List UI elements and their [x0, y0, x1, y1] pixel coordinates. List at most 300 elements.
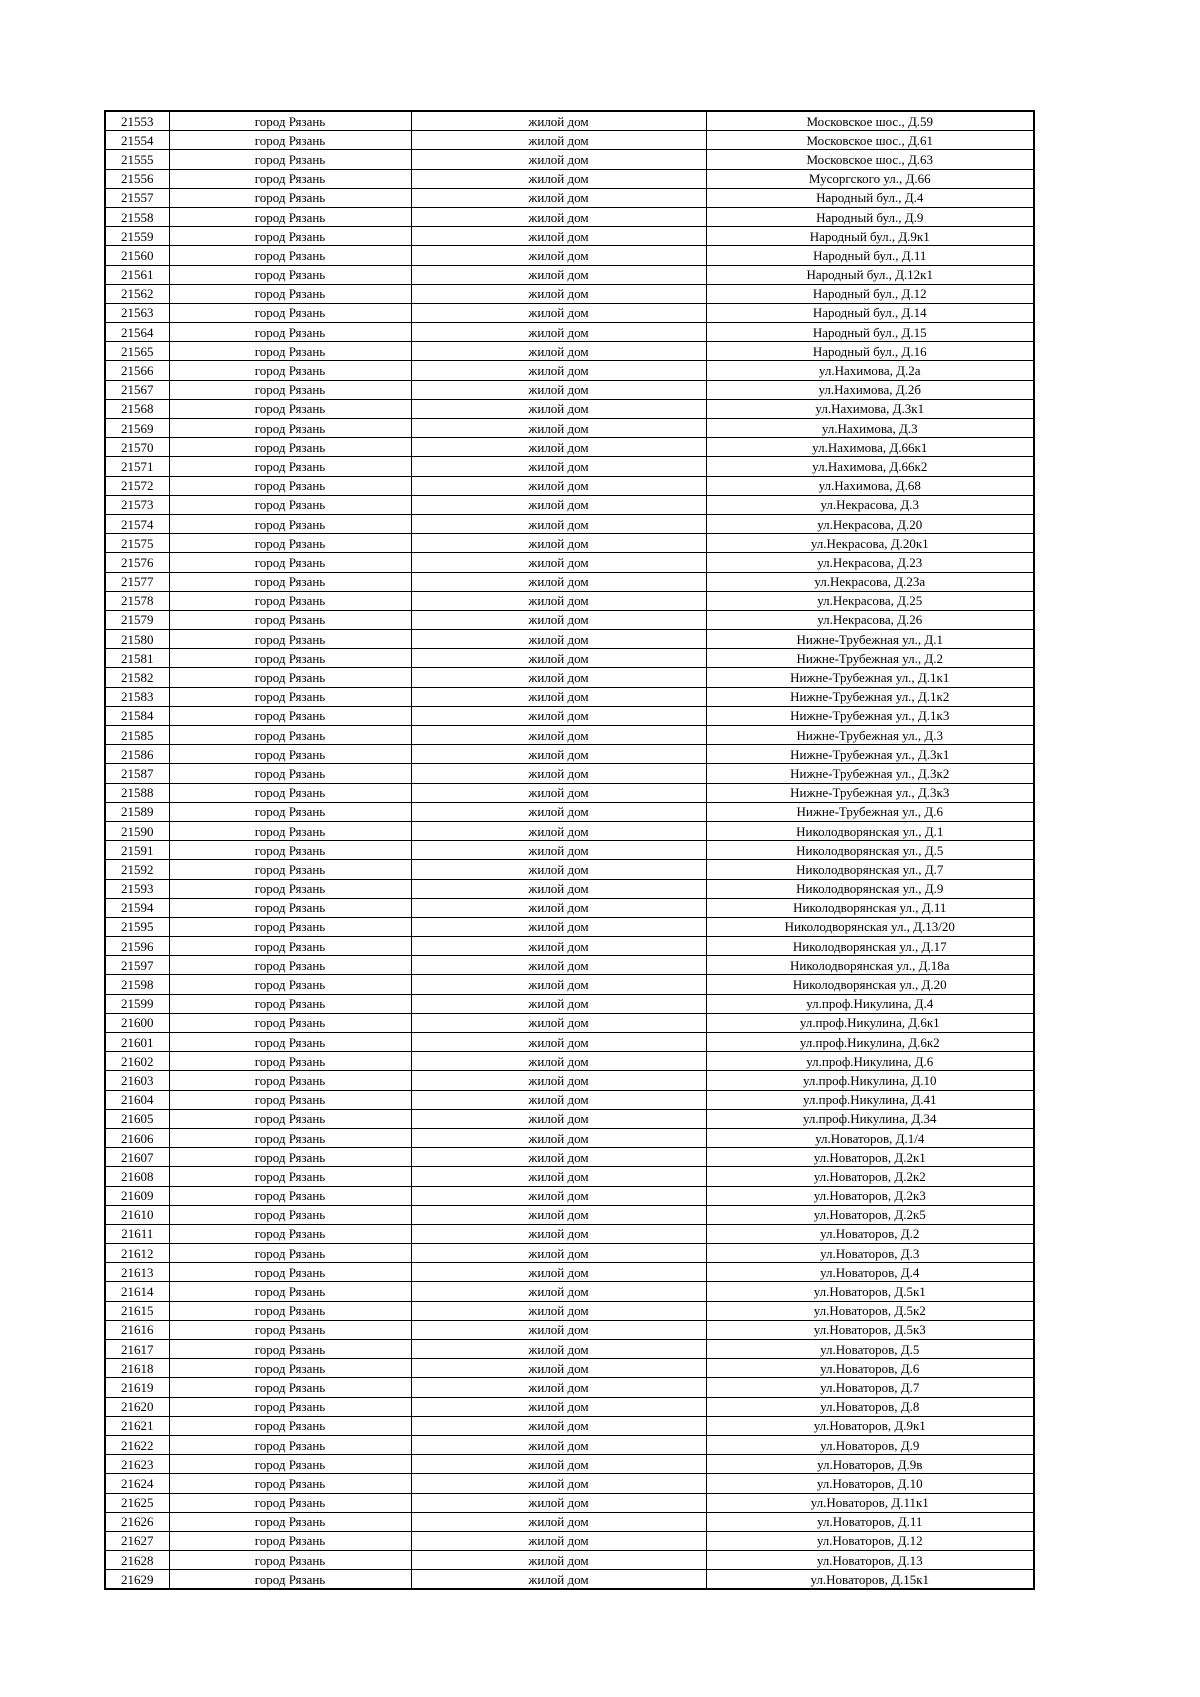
- city-cell: город Рязань: [169, 1435, 411, 1454]
- address-cell: Нижне-Трубежная ул., Д.2: [706, 649, 1034, 668]
- address-cell: Николодворянская ул., Д.5: [706, 841, 1034, 860]
- address-cell: Народный бул., Д.14: [706, 303, 1034, 322]
- building-type-cell: жилой дом: [411, 821, 706, 840]
- address-cell: ул.Новаторов, Д.9в: [706, 1455, 1034, 1474]
- table-row: [105, 246, 1034, 265]
- city-cell: город Рязань: [169, 476, 411, 495]
- city-cell: город Рязань: [169, 783, 411, 802]
- building-type-cell: жилой дом: [411, 303, 706, 322]
- address-cell: ул.проф.Никулина, Д.6к1: [706, 1013, 1034, 1032]
- city-cell: город Рязань: [169, 1531, 411, 1550]
- row-number-cell: 21629: [105, 1570, 169, 1590]
- building-type-cell: жилой дом: [411, 1531, 706, 1550]
- table-row: [105, 419, 1034, 438]
- city-cell: город Рязань: [169, 265, 411, 284]
- table-row: [105, 514, 1034, 533]
- row-number-cell: 21589: [105, 802, 169, 821]
- table-row: [105, 649, 1034, 668]
- address-cell: Народный бул., Д.9к1: [706, 227, 1034, 246]
- table-row: [105, 572, 1034, 591]
- building-type-cell: жилой дом: [411, 764, 706, 783]
- row-number-cell: 21575: [105, 534, 169, 553]
- building-type-cell: жилой дом: [411, 1551, 706, 1570]
- table-row: [105, 1090, 1034, 1109]
- address-cell: Нижне-Трубежная ул., Д.6: [706, 802, 1034, 821]
- address-cell: ул.проф.Никулина, Д.41: [706, 1090, 1034, 1109]
- city-cell: город Рязань: [169, 879, 411, 898]
- table-row: [105, 687, 1034, 706]
- building-type-cell: жилой дом: [411, 265, 706, 284]
- table-row: [105, 975, 1034, 994]
- building-type-cell: жилой дом: [411, 1186, 706, 1205]
- address-cell: Николодворянская ул., Д.20: [706, 975, 1034, 994]
- row-number-cell: 21582: [105, 668, 169, 687]
- city-cell: город Рязань: [169, 591, 411, 610]
- table-row: [105, 1052, 1034, 1071]
- row-number-cell: 21585: [105, 726, 169, 745]
- city-cell: город Рязань: [169, 1340, 411, 1359]
- city-cell: город Рязань: [169, 745, 411, 764]
- table-row: [105, 303, 1034, 322]
- address-cell: ул.Новаторов, Д.5к3: [706, 1320, 1034, 1339]
- row-number-cell: 21628: [105, 1551, 169, 1570]
- table-row: [105, 879, 1034, 898]
- city-cell: город Рязань: [169, 630, 411, 649]
- city-cell: город Рязань: [169, 802, 411, 821]
- row-number-cell: 21555: [105, 150, 169, 169]
- city-cell: город Рязань: [169, 1301, 411, 1320]
- building-type-cell: жилой дом: [411, 1416, 706, 1435]
- address-cell: ул.Нахимова, Д.68: [706, 476, 1034, 495]
- city-cell: город Рязань: [169, 610, 411, 629]
- building-type-cell: жилой дом: [411, 323, 706, 342]
- row-number-cell: 21559: [105, 227, 169, 246]
- building-type-cell: жилой дом: [411, 1301, 706, 1320]
- address-cell: Народный бул., Д.12: [706, 284, 1034, 303]
- building-type-cell: жилой дом: [411, 630, 706, 649]
- row-number-cell: 21605: [105, 1109, 169, 1128]
- table-row: [105, 438, 1034, 457]
- city-cell: город Рязань: [169, 1128, 411, 1147]
- address-cell: Народный бул., Д.16: [706, 342, 1034, 361]
- row-number-cell: 21560: [105, 246, 169, 265]
- address-cell: ул.Некрасова, Д.25: [706, 591, 1034, 610]
- building-type-cell: жилой дом: [411, 534, 706, 553]
- city-cell: город Рязань: [169, 1186, 411, 1205]
- building-type-cell: жилой дом: [411, 361, 706, 380]
- row-number-cell: 21627: [105, 1531, 169, 1550]
- address-cell: ул.Новаторов, Д.2к5: [706, 1205, 1034, 1224]
- city-cell: город Рязань: [169, 1282, 411, 1301]
- table-row: [105, 821, 1034, 840]
- building-type-cell: жилой дом: [411, 1282, 706, 1301]
- building-type-cell: жилой дом: [411, 994, 706, 1013]
- address-cell: ул.Новаторов, Д.5к2: [706, 1301, 1034, 1320]
- building-type-cell: жилой дом: [411, 975, 706, 994]
- city-cell: город Рязань: [169, 1397, 411, 1416]
- row-number-cell: 21622: [105, 1435, 169, 1454]
- address-cell: ул.Новаторов, Д.9к1: [706, 1416, 1034, 1435]
- table-row: [105, 323, 1034, 342]
- row-number-cell: 21568: [105, 399, 169, 418]
- address-cell: Московское шос., Д.63: [706, 150, 1034, 169]
- row-number-cell: 21626: [105, 1512, 169, 1531]
- building-type-cell: жилой дом: [411, 956, 706, 975]
- address-cell: ул.проф.Никулина, Д.6к2: [706, 1033, 1034, 1052]
- table-row: [105, 150, 1034, 169]
- row-number-cell: 21586: [105, 745, 169, 764]
- city-cell: город Рязань: [169, 1570, 411, 1590]
- address-cell: ул.Новаторов, Д.2к2: [706, 1167, 1034, 1186]
- address-cell: ул.Некрасова, Д.23: [706, 553, 1034, 572]
- address-cell: ул.проф.Никулина, Д.6: [706, 1052, 1034, 1071]
- table-row: [105, 802, 1034, 821]
- row-number-cell: 21570: [105, 438, 169, 457]
- building-type-cell: жилой дом: [411, 342, 706, 361]
- address-cell: ул.Новаторов, Д.2: [706, 1224, 1034, 1243]
- address-cell: ул.Новаторов, Д.13: [706, 1551, 1034, 1570]
- building-type-cell: жилой дом: [411, 476, 706, 495]
- table-row: [105, 1493, 1034, 1512]
- building-type-cell: жилой дом: [411, 514, 706, 533]
- building-type-cell: жилой дом: [411, 1052, 706, 1071]
- address-cell: ул.Некрасова, Д.23а: [706, 572, 1034, 591]
- table-row: [105, 956, 1034, 975]
- table-row: [105, 1551, 1034, 1570]
- address-cell: ул.Новаторов, Д.5: [706, 1340, 1034, 1359]
- address-cell: Нижне-Трубежная ул., Д.3к2: [706, 764, 1034, 783]
- city-cell: город Рязань: [169, 668, 411, 687]
- address-cell: Народный бул., Д.11: [706, 246, 1034, 265]
- table-row: [105, 553, 1034, 572]
- row-number-cell: 21591: [105, 841, 169, 860]
- row-number-cell: 21602: [105, 1052, 169, 1071]
- building-type-cell: жилой дом: [411, 802, 706, 821]
- table-row: [105, 898, 1034, 917]
- row-number-cell: 21595: [105, 917, 169, 936]
- row-number-cell: 21584: [105, 706, 169, 725]
- address-cell: ул.Нахимова, Д.3к1: [706, 399, 1034, 418]
- building-type-cell: жилой дом: [411, 188, 706, 207]
- building-type-cell: жилой дом: [411, 111, 706, 131]
- city-cell: город Рязань: [169, 1244, 411, 1263]
- building-type-cell: жилой дом: [411, 1224, 706, 1243]
- address-cell: ул.Новаторов, Д.9: [706, 1435, 1034, 1454]
- building-type-cell: жилой дом: [411, 284, 706, 303]
- building-type-cell: жилой дом: [411, 1071, 706, 1090]
- address-cell: Николодворянская ул., Д.13/20: [706, 917, 1034, 936]
- city-cell: город Рязань: [169, 1493, 411, 1512]
- table-row: [105, 937, 1034, 956]
- table-row: [105, 1071, 1034, 1090]
- address-cell: Нижне-Трубежная ул., Д.1к1: [706, 668, 1034, 687]
- row-number-cell: 21624: [105, 1474, 169, 1493]
- address-cell: ул.Новаторов, Д.11к1: [706, 1493, 1034, 1512]
- building-type-cell: жилой дом: [411, 917, 706, 936]
- city-cell: город Рязань: [169, 1052, 411, 1071]
- table-row: [105, 630, 1034, 649]
- city-cell: город Рязань: [169, 284, 411, 303]
- address-cell: ул.Нахимова, Д.3: [706, 419, 1034, 438]
- address-cell: ул.Новаторов, Д.8: [706, 1397, 1034, 1416]
- row-number-cell: 21558: [105, 207, 169, 226]
- city-cell: город Рязань: [169, 514, 411, 533]
- address-cell: Народный бул., Д.9: [706, 207, 1034, 226]
- row-number-cell: 21583: [105, 687, 169, 706]
- row-number-cell: 21601: [105, 1033, 169, 1052]
- row-number-cell: 21593: [105, 879, 169, 898]
- building-type-cell: жилой дом: [411, 1474, 706, 1493]
- building-type-cell: жилой дом: [411, 1263, 706, 1282]
- table-row: [105, 1435, 1034, 1454]
- city-cell: город Рязань: [169, 860, 411, 879]
- table-row: [105, 380, 1034, 399]
- table-row: [105, 1397, 1034, 1416]
- table-row: [105, 610, 1034, 629]
- address-cell: ул.Новаторов, Д.4: [706, 1263, 1034, 1282]
- building-type-cell: жилой дом: [411, 131, 706, 150]
- city-cell: город Рязань: [169, 188, 411, 207]
- table-row: [105, 706, 1034, 725]
- row-number-cell: 21620: [105, 1397, 169, 1416]
- building-type-cell: жилой дом: [411, 399, 706, 418]
- table-row: [105, 1263, 1034, 1282]
- building-type-cell: жилой дом: [411, 591, 706, 610]
- row-number-cell: 21572: [105, 476, 169, 495]
- table-row: [105, 1224, 1034, 1243]
- row-number-cell: 21594: [105, 898, 169, 917]
- table-row: [105, 994, 1034, 1013]
- address-cell: Мусоргского ул., Д.66: [706, 169, 1034, 188]
- table-row: [105, 1205, 1034, 1224]
- table-row: [105, 169, 1034, 188]
- row-number-cell: 21603: [105, 1071, 169, 1090]
- address-cell: ул.Новаторов, Д.7: [706, 1378, 1034, 1397]
- row-number-cell: 21578: [105, 591, 169, 610]
- table-row: [105, 1301, 1034, 1320]
- table-row: [105, 207, 1034, 226]
- table-row: [105, 457, 1034, 476]
- address-cell: ул.Некрасова, Д.26: [706, 610, 1034, 629]
- row-number-cell: 21616: [105, 1320, 169, 1339]
- table-row: [105, 188, 1034, 207]
- row-number-cell: 21581: [105, 649, 169, 668]
- address-cell: ул.Некрасова, Д.20к1: [706, 534, 1034, 553]
- city-cell: город Рязань: [169, 150, 411, 169]
- city-cell: город Рязань: [169, 361, 411, 380]
- building-type-cell: жилой дом: [411, 457, 706, 476]
- city-cell: город Рязань: [169, 1320, 411, 1339]
- building-type-cell: жилой дом: [411, 495, 706, 514]
- address-cell: ул.Новаторов, Д.6: [706, 1359, 1034, 1378]
- building-type-cell: жилой дом: [411, 1109, 706, 1128]
- building-type-cell: жилой дом: [411, 150, 706, 169]
- building-type-cell: жилой дом: [411, 1397, 706, 1416]
- building-type-cell: жилой дом: [411, 1340, 706, 1359]
- building-type-cell: жилой дом: [411, 860, 706, 879]
- building-type-cell: жилой дом: [411, 610, 706, 629]
- building-type-cell: жилой дом: [411, 1205, 706, 1224]
- row-number-cell: 21577: [105, 572, 169, 591]
- row-number-cell: 21598: [105, 975, 169, 994]
- table-row: [105, 591, 1034, 610]
- address-cell: ул.Нахимова, Д.66к1: [706, 438, 1034, 457]
- table-row: [105, 860, 1034, 879]
- city-cell: город Рязань: [169, 1551, 411, 1570]
- row-number-cell: 21562: [105, 284, 169, 303]
- row-number-cell: 21573: [105, 495, 169, 514]
- city-cell: город Рязань: [169, 1416, 411, 1435]
- city-cell: город Рязань: [169, 1167, 411, 1186]
- building-type-cell: жилой дом: [411, 706, 706, 725]
- city-cell: город Рязань: [169, 898, 411, 917]
- row-number-cell: 21607: [105, 1148, 169, 1167]
- address-cell: ул.Новаторов, Д.3: [706, 1244, 1034, 1263]
- building-type-cell: жилой дом: [411, 841, 706, 860]
- building-type-cell: жилой дом: [411, 1435, 706, 1454]
- city-cell: город Рязань: [169, 1359, 411, 1378]
- city-cell: город Рязань: [169, 994, 411, 1013]
- address-cell: Николодворянская ул., Д.7: [706, 860, 1034, 879]
- city-cell: город Рязань: [169, 553, 411, 572]
- city-cell: город Рязань: [169, 764, 411, 783]
- address-cell: Нижне-Трубежная ул., Д.3: [706, 726, 1034, 745]
- building-type-cell: жилой дом: [411, 937, 706, 956]
- city-cell: город Рязань: [169, 1474, 411, 1493]
- building-type-cell: жилой дом: [411, 1244, 706, 1263]
- row-number-cell: 21610: [105, 1205, 169, 1224]
- address-cell: Московское шос., Д.59: [706, 111, 1034, 131]
- city-cell: город Рязань: [169, 1033, 411, 1052]
- row-number-cell: 21617: [105, 1340, 169, 1359]
- address-cell: ул.Нахимова, Д.2а: [706, 361, 1034, 380]
- building-type-cell: жилой дом: [411, 783, 706, 802]
- city-cell: город Рязань: [169, 169, 411, 188]
- building-type-cell: жилой дом: [411, 438, 706, 457]
- address-cell: Николодворянская ул., Д.11: [706, 898, 1034, 917]
- city-cell: город Рязань: [169, 323, 411, 342]
- building-type-cell: жилой дом: [411, 572, 706, 591]
- address-cell: ул.Нахимова, Д.66к2: [706, 457, 1034, 476]
- city-cell: город Рязань: [169, 649, 411, 668]
- row-number-cell: 21625: [105, 1493, 169, 1512]
- table-row: [105, 495, 1034, 514]
- row-number-cell: 21615: [105, 1301, 169, 1320]
- address-cell: ул.проф.Никулина, Д.4: [706, 994, 1034, 1013]
- building-type-cell: жилой дом: [411, 227, 706, 246]
- table-row: [105, 399, 1034, 418]
- city-cell: город Рязань: [169, 1109, 411, 1128]
- city-cell: город Рязань: [169, 572, 411, 591]
- row-number-cell: 21597: [105, 956, 169, 975]
- table-row: [105, 1109, 1034, 1128]
- table-row: [105, 1416, 1034, 1435]
- table-row: [105, 1378, 1034, 1397]
- building-type-cell: жилой дом: [411, 1378, 706, 1397]
- address-cell: ул.проф.Никулина, Д.34: [706, 1109, 1034, 1128]
- table-row: [105, 534, 1034, 553]
- address-cell: ул.Новаторов, Д.1/4: [706, 1128, 1034, 1147]
- building-type-cell: жилой дом: [411, 380, 706, 399]
- city-cell: город Рязань: [169, 495, 411, 514]
- table-row: [105, 1148, 1034, 1167]
- table-row: [105, 111, 1034, 131]
- table-row: [105, 726, 1034, 745]
- table-row: [105, 1282, 1034, 1301]
- row-number-cell: 21604: [105, 1090, 169, 1109]
- address-cell: Николодворянская ул., Д.18а: [706, 956, 1034, 975]
- building-type-cell: жилой дом: [411, 1148, 706, 1167]
- address-cell: ул.Новаторов, Д.2к1: [706, 1148, 1034, 1167]
- building-type-cell: жилой дом: [411, 1090, 706, 1109]
- table-row: [105, 265, 1034, 284]
- building-type-cell: жилой дом: [411, 169, 706, 188]
- city-cell: город Рязань: [169, 1455, 411, 1474]
- city-cell: город Рязань: [169, 1148, 411, 1167]
- address-cell: Народный бул., Д.15: [706, 323, 1034, 342]
- building-type-cell: жилой дом: [411, 898, 706, 917]
- city-cell: город Рязань: [169, 821, 411, 840]
- city-cell: город Рязань: [169, 917, 411, 936]
- address-cell: ул.Новаторов, Д.5к1: [706, 1282, 1034, 1301]
- table-row: [105, 284, 1034, 303]
- row-number-cell: 21623: [105, 1455, 169, 1474]
- city-cell: город Рязань: [169, 956, 411, 975]
- building-type-cell: жилой дом: [411, 246, 706, 265]
- building-type-cell: жилой дом: [411, 1493, 706, 1512]
- city-cell: город Рязань: [169, 399, 411, 418]
- address-cell: Николодворянская ул., Д.9: [706, 879, 1034, 898]
- city-cell: город Рязань: [169, 303, 411, 322]
- table-row: [105, 342, 1034, 361]
- building-type-cell: жилой дом: [411, 1033, 706, 1052]
- table-row: [105, 1033, 1034, 1052]
- row-number-cell: 21571: [105, 457, 169, 476]
- city-cell: город Рязань: [169, 937, 411, 956]
- building-type-cell: жилой дом: [411, 1455, 706, 1474]
- row-number-cell: 21576: [105, 553, 169, 572]
- table-row: [105, 668, 1034, 687]
- address-cell: Николодворянская ул., Д.1: [706, 821, 1034, 840]
- city-cell: город Рязань: [169, 534, 411, 553]
- city-cell: город Рязань: [169, 687, 411, 706]
- housing-registry-table: [104, 110, 1035, 1590]
- address-cell: Нижне-Трубежная ул., Д.1: [706, 630, 1034, 649]
- row-number-cell: 21580: [105, 630, 169, 649]
- address-cell: ул.Новаторов, Д.15к1: [706, 1570, 1034, 1590]
- row-number-cell: 21609: [105, 1186, 169, 1205]
- address-cell: Нижне-Трубежная ул., Д.1к2: [706, 687, 1034, 706]
- address-cell: Нижне-Трубежная ул., Д.3к3: [706, 783, 1034, 802]
- address-cell: ул.Новаторов, Д.2к3: [706, 1186, 1034, 1205]
- table-row: [105, 361, 1034, 380]
- address-cell: ул.проф.Никулина, Д.10: [706, 1071, 1034, 1090]
- address-cell: ул.Некрасова, Д.20: [706, 514, 1034, 533]
- building-type-cell: жилой дом: [411, 1570, 706, 1590]
- row-number-cell: 21612: [105, 1244, 169, 1263]
- city-cell: город Рязань: [169, 1512, 411, 1531]
- row-number-cell: 21599: [105, 994, 169, 1013]
- registry-table-body: [105, 111, 1034, 1589]
- table-row: [105, 227, 1034, 246]
- table-row: [105, 1570, 1034, 1590]
- row-number-cell: 21565: [105, 342, 169, 361]
- building-type-cell: жилой дом: [411, 726, 706, 745]
- building-type-cell: жилой дом: [411, 1013, 706, 1032]
- row-number-cell: 21600: [105, 1013, 169, 1032]
- row-number-cell: 21608: [105, 1167, 169, 1186]
- city-cell: город Рязань: [169, 457, 411, 476]
